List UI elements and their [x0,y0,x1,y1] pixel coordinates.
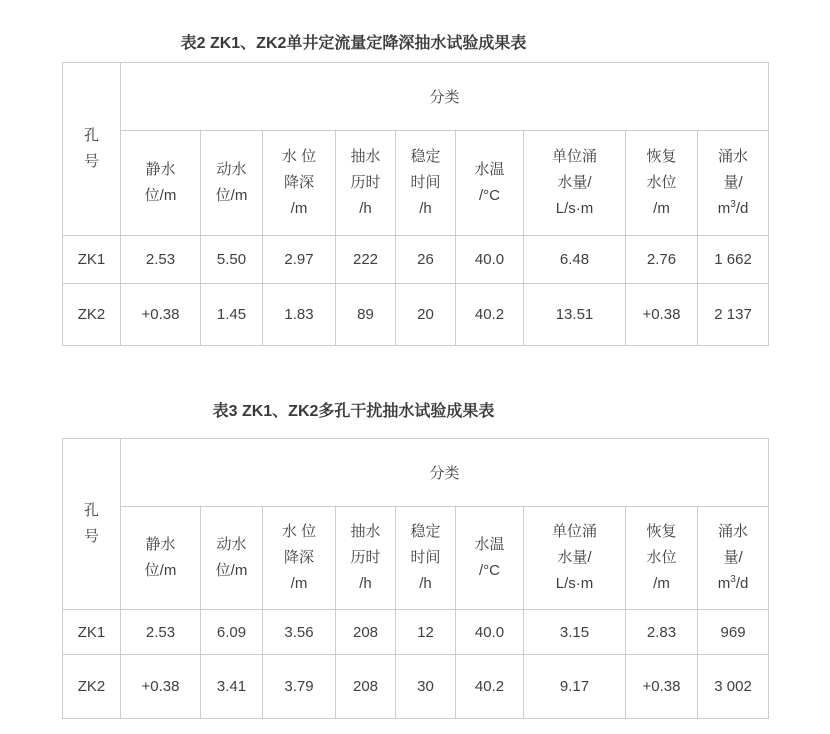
data-cell: 2 137 [698,284,769,346]
col-header-specific-capacity [524,131,626,236]
unit-prefix: m [717,575,731,592]
header-line: 涌水 [718,148,749,165]
data-cell: 40.2 [456,284,524,346]
col-header-dynamic-water-level [201,131,263,236]
table-row-zk1 [63,610,769,655]
col-header-specific-capacity [524,507,626,610]
header-line: /h [359,200,372,217]
row-label: ZK2 [63,284,121,346]
header-line: 恢复 [646,523,677,540]
header-line: /h [419,575,432,592]
table2-title: 表2 ZK1、ZK2单井定流量定降深抽水试验成果表 [180,35,527,52]
header-line: 时间 [410,174,441,191]
header-line: 动水 [216,161,247,178]
data-cell: 3.56 [263,610,336,655]
data-cell: 26 [396,236,456,284]
category-group-header: 分类 [121,439,769,507]
header-line: 位/m [144,187,177,204]
header-line: /m [290,200,308,217]
header-line: 稳定 [410,148,441,165]
header-line: 静水 [145,536,176,553]
col-header-stabilization-time [396,507,456,610]
header-line: 水位 [646,549,677,566]
data-cell: +0.38 [626,655,698,719]
data-cell: 2.76 [626,236,698,284]
col-header-recovery-water-level [626,131,698,236]
header-line: 水 位 [281,523,317,540]
col-header-dynamic-water-level [201,507,263,610]
col-header-hole-number [63,439,121,610]
data-cell: 1.45 [201,284,263,346]
header-line: 水量/ [557,174,592,191]
data-cell: 89 [336,284,396,346]
data-cell: 1.83 [263,284,336,346]
header-line: 历时 [350,174,381,191]
table-row [63,63,769,131]
header-line: 量/ [723,174,743,191]
data-cell: 20 [396,284,456,346]
header-line: /m [653,575,670,592]
data-cell: 6.09 [201,610,263,655]
header-line: 号 [83,153,99,170]
header-line: /h [359,575,372,592]
col-header-recovery-water-level [626,507,698,610]
col-header-pumping-duration [336,507,396,610]
data-cell: 13.51 [524,284,626,346]
header-line: 孔 [83,502,99,519]
col-header-water-yield [698,507,769,610]
superscript-3: 3 [730,574,736,585]
header-line: /°C [479,562,500,579]
table-row [63,439,769,507]
table-row-zk1 [63,236,769,284]
data-cell: 3.15 [524,610,626,655]
col-header-static-water-level [121,131,201,236]
col-header-hole-number [63,63,121,236]
header-line: 水温 [474,536,505,553]
data-cell: 9.17 [524,655,626,719]
data-cell: 5.50 [201,236,263,284]
row-label: ZK1 [63,610,121,655]
col-header-water-temperature [456,507,524,610]
data-cell: 3.79 [263,655,336,719]
data-cell: 2.53 [121,610,201,655]
data-cell: 30 [396,655,456,719]
data-cell: 3.41 [201,655,263,719]
header-line [698,196,768,222]
header-line: 孔 [83,127,99,144]
data-cell: 12 [396,610,456,655]
header-line: L/s·m [555,200,594,217]
data-cell: 2.97 [263,236,336,284]
header-line: 时间 [410,549,441,566]
col-header-stabilization-time [396,131,456,236]
header-line: 位/m [144,562,177,579]
data-cell: 208 [336,610,396,655]
header-line: 抽水 [350,523,381,540]
table3-title: 表3 ZK1、ZK2多孔干扰抽水试验成果表 [212,403,495,420]
superscript-3: 3 [730,199,736,210]
col-header-pumping-duration [336,131,396,236]
table-header-row [63,131,769,236]
header-line: 动水 [216,536,247,553]
unit-suffix: /d [735,200,749,217]
header-line: 静水 [145,161,176,178]
header-line: 号 [83,528,99,545]
header-line: 恢复 [646,148,677,165]
data-cell: 6.48 [524,236,626,284]
header-line: 涌水 [718,523,749,540]
category-group-header: 分类 [121,63,769,131]
table-row-zk2 [63,655,769,719]
data-cell: 208 [336,655,396,719]
col-header-static-water-level [121,507,201,610]
row-label: ZK2 [63,655,121,719]
data-cell: 40.0 [456,236,524,284]
data-cell: 1 662 [698,236,769,284]
header-line [698,571,768,597]
unit-prefix: m [717,200,731,217]
data-cell: 2.83 [626,610,698,655]
header-line: 单位涌 [551,523,597,540]
header-line: 历时 [350,549,381,566]
header-line: 水量/ [557,549,592,566]
data-cell: 40.2 [456,655,524,719]
header-line: 水温 [474,161,505,178]
header-line: L/s·m [555,575,594,592]
data-cell: 40.0 [456,610,524,655]
header-line: 量/ [723,549,743,566]
header-line: 水位 [646,174,677,191]
header-line: /h [419,200,432,217]
data-cell: 222 [336,236,396,284]
col-header-water-temperature [456,131,524,236]
data-cell: 969 [698,610,769,655]
header-line: 抽水 [350,148,381,165]
unit-suffix: /d [735,575,749,592]
header-line: /m [653,200,670,217]
header-line: 降深 [283,549,314,566]
data-cell: +0.38 [121,655,201,719]
data-cell: +0.38 [121,284,201,346]
header-line: 水 位 [281,148,317,165]
data-cell: 2.53 [121,236,201,284]
row-label: ZK1 [63,236,121,284]
data-cell: 3 002 [698,655,769,719]
header-line: 位/m [215,562,248,579]
col-header-water-yield [698,131,769,236]
header-line: 降深 [283,174,314,191]
single-well-pumping-test-table [62,62,769,346]
header-line: /°C [479,187,500,204]
table-row-zk2 [63,284,769,346]
header-line: 单位涌 [551,148,597,165]
col-header-drawdown [263,131,336,236]
table-header-row [63,507,769,610]
interference-pumping-test-table [62,438,769,719]
header-line: /m [290,575,308,592]
data-cell: +0.38 [626,284,698,346]
col-header-drawdown [263,507,336,610]
header-line: 稳定 [410,523,441,540]
header-line: 位/m [215,187,248,204]
